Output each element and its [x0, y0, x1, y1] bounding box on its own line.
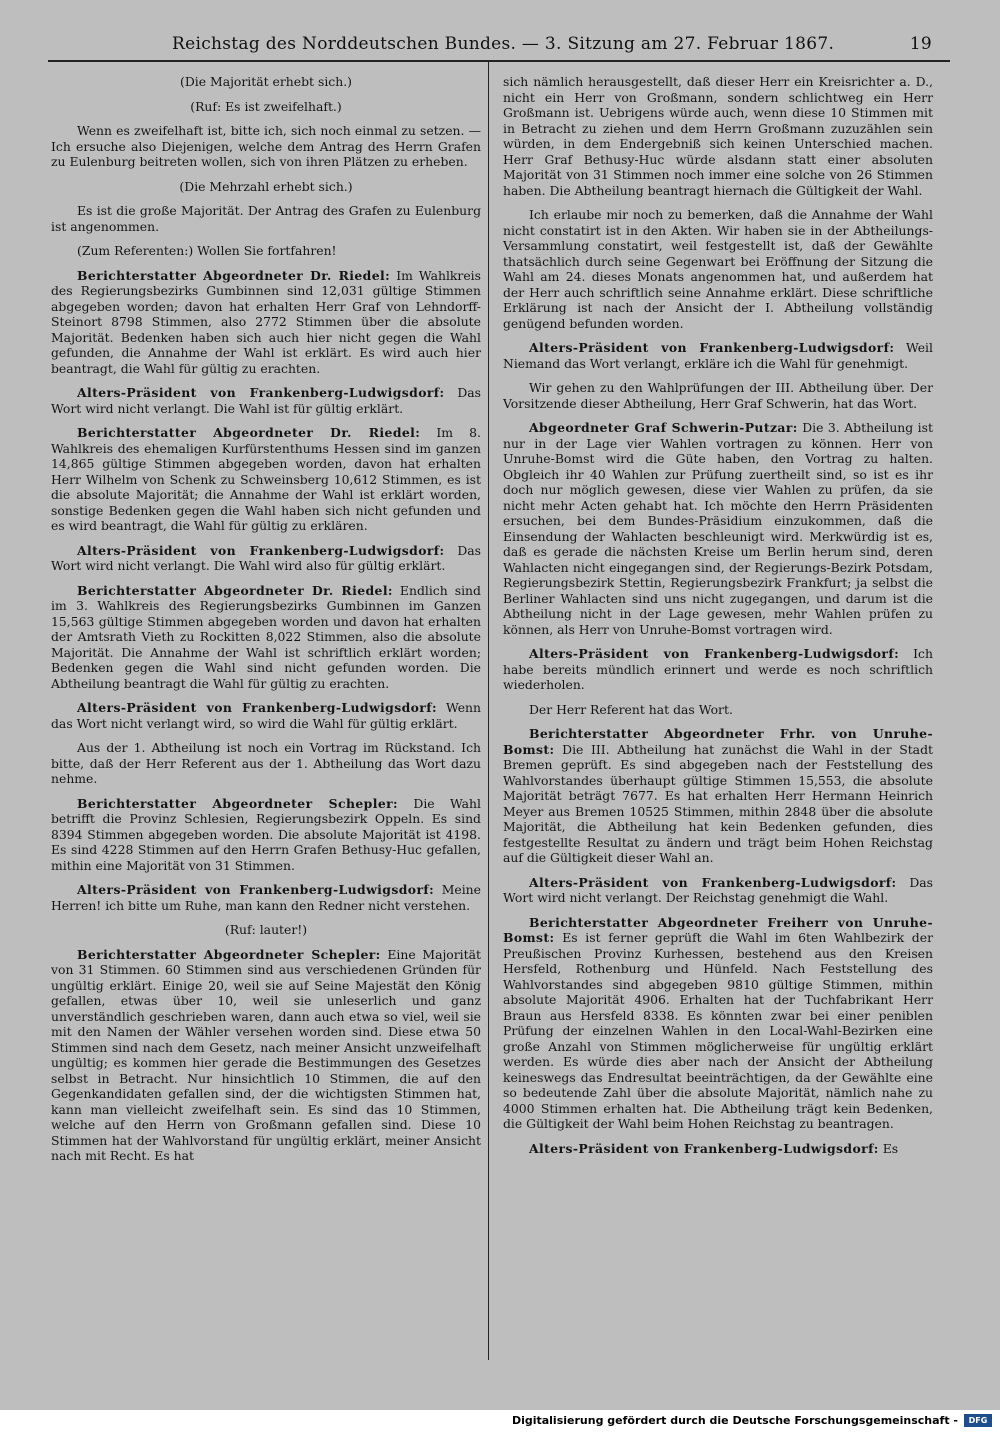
digitization-footer	[0, 1410, 1000, 1432]
paragraph-text: Es ist ferner geprüft die Wahl im 6ten Wahlbezirk der Preußischen Provinz Kurhessen, bestehend aus den Kreisen Hersfeld, Rothenburg und Hünfeld. Nach Feststellung des Wahlvorstandes sind abgegeben 9810 gültige Stimmen, mithin absolute Majorität 4906. Erhalten hat der Tuchfabrikant Herr Braun aus Hersfeld 8338. Es könnten zwar bei einer peniblen Prüfung der einzelnen Wahlen in den Local-Wahl-Bezirken eine große Anzahl von Stimmen möglicherweise für ungültig erklärt werden. Es würde dies aber nach der Ansicht der Abtheilung keineswegs das Endresultat beeinträchtigen, da der Gewählte eine so bedeutende Zahl über die absolute Majorität, nämlich nahe zu 4000 Stimmen erhalten hat. Die Abtheilung trägt kein Bedenken, die Gültigkeit der Wahl beim Hohen Reichstag zu beantragen.	[503, 930, 933, 1131]
speaker-name: Alters-Präsident von Frankenberg-Ludwigsdorf:	[529, 1140, 879, 1156]
paragraph-text: Weil Niemand das Wort verlangt, erkläre ich die Wahl für genehmigt.	[503, 340, 933, 371]
paragraph	[51, 583, 481, 692]
paragraph-text: Die 3. Abtheilung ist nur in der Lage vier Wahlen vortragen zu können. Herr von Unruhe-Bomst wird die Güte haben, den Vortrag zu halten. Obgleich ihr 40 Wahlen zur Prüfung zuertheilt sind, so ist es ihr doch nur möglich gewesen, diese vier Wahlen zu prüfen, da sie nicht mehr Acten gehabt hat. Ich möchte den Herrn Präsidenten ersuchen, bei dem Bundes-Präsidium einzukommen, daß die Einsendung der Wahlacten beschleunigt wird. Merkwürdig ist es, daß es gerade die nächsten Kreise um Berlin herum sind, deren Wahlacten nicht eingegangen sind, der Regierungs-Bezirk Potsdam, Regierungsbezirk Stettin, Regierungsbezirk Frankfurt; ja selbst die Berliner Wahlacten sind uns nicht zugegangen, und darum ist die Abtheilung nicht in der Lage gewesen, mehr Wahlen prüfen zu können, als Herr von Unruhe-Bomst vortragen wird.	[503, 420, 933, 637]
paragraph	[503, 380, 933, 411]
paragraph-text: (Ruf: Es ist zweifelhaft.)	[190, 98, 342, 114]
speaker-name: Alters-Präsident von Frankenberg-Ludwigsdorf:	[77, 542, 445, 558]
paragraph-text: (Die Majorität erhebt sich.)	[180, 74, 352, 89]
paragraph-text: Meine Herren! ich bitte um Ruhe, man kann den Redner nicht verstehen.	[51, 882, 481, 913]
paragraph-text: Ich erlaube mir noch zu bemerken, daß die Annahme der Wahl nicht constatirt ist in den Akten. Wir haben sie in der Abtheilungs-Versammlung constatirt, weil festgestellt ist, daß der Gewählte thatsächlich durch seine Gegenwart bei Eröffnung der Sitzung die Wahl am 24. dieses Monats angenommen hat, und außerdem hat der Herr auch schriftlich seine Annahme erklärt. Diese schriftliche Erklärung ist nach der Ansicht der I. Abtheilung vollständig genügend befunden worden.	[503, 207, 933, 331]
paragraph-text: Der Herr Referent hat das Wort.	[529, 701, 733, 717]
paragraph-text: Wir gehen zu den Wahlprüfungen der III. Abtheilung über. Der Vorsitzende dieser Abtheilung, Herr Graf Schwerin, hat das Wort.	[503, 380, 933, 411]
speaker-name: Berichterstatter Abgeordneter Schepler:	[77, 946, 381, 962]
paragraph-text: Im Wahlkreis des Regierungsbezirks Gumbinnen sind 12,031 gültige Stimmen abgegeben worden; davon hat erhalten Herr Graf von Lehndorff-Steinort 8798 Stimmen, also 2772 Stimmen über die absolute Majorität. Bedenken haben sich auch hier nicht gegen die Wahl gefunden, die Annahme der Wahl ist erklärt. Es wird auch hier beantragt, die Wahl für gültig zu erachten.	[51, 267, 481, 376]
paragraph-text: Im 8. Wahlkreis des ehemaligen Kurfürstenthums Hessen sind im ganzen 14,865 gültige Stimmen abgegeben worden, davon hat erhalten Herr Wilhelm von Schenk zu Schweinsberg 10,612 Stimmen, es ist die absolute Majorität; die Annahme der Wahl ist erklärt worden, sonstige Bedenken gegen die Wahl haben sich nicht gefunden und es wird beantragt, die Wahl für gültig zu erklären.	[51, 425, 481, 533]
paragraph-text: Die Wahl betrifft die Provinz Schlesien, Regierungsbezirk Oppeln. Es sind 8394 Stimmen abgegeben worden. Die absolute Majorität ist 4198. Es sind 4228 Stimmen auf den Herrn Grafen Bethusy-Huc gefallen, mithin eine Majorität von 31 Stimmen.	[51, 795, 481, 873]
paragraph-text: Das Wort wird nicht verlangt. Die Wahl wird also für gültig erklärt.	[51, 542, 481, 573]
paragraph	[503, 646, 933, 693]
paragraph-text: Endlich sind im 3. Wahlkreis des Regierungsbezirks Gumbinnen im Ganzen 15,563 gültige Stimmen abgegeben worden und davon hat erhalten der Amtsrath Vieth zu Rockitten 8,022 Stimmen, also die absolute Majorität. Die Annahme der Wahl ist schriftlich erklärt worden; Bedenken gegen die Wahl sind nicht gefunden worden. Die Abtheilung beantragt die Wahl für gültig zu erachten.	[51, 582, 481, 691]
paragraph	[51, 203, 481, 234]
paragraph	[503, 1141, 933, 1157]
paragraph-text: (Zum Referenten:) Wollen Sie fortfahren!	[77, 243, 337, 258]
paragraph-text: (Die Mehrzahl erhebt sich.)	[179, 178, 353, 194]
paragraph	[51, 740, 481, 787]
paragraph	[503, 74, 933, 198]
speaker-name: Berichterstatter Abgeordneter Frhr. von Unruhe-Bomst:	[503, 726, 933, 757]
speaker-name: Alters-Präsident von Frankenberg-Ludwigsdorf:	[529, 340, 895, 355]
paragraph-text: Wenn es zweifelhaft ist, bitte ich, sich noch einmal zu setzen. — Ich ersuche also Diejenigen, welche dem Antrag des Herrn Grafen zu Eulenburg beitreten wollen, sich von ihren Plätzen zu erheben.	[51, 123, 481, 169]
speaker-name: Abgeordneter Graf Schwerin-Putzar:	[529, 420, 798, 435]
dfg-logo: DFG	[964, 1414, 992, 1427]
speaker-name: Berichterstatter Abgeordneter Dr. Riedel:	[77, 582, 393, 598]
paragraph-text: Ich habe bereits mündlich erinnert und werde es noch schriftlich wiederholen.	[503, 646, 933, 692]
paragraph	[51, 243, 481, 259]
paragraph-text: Es ist die große Majorität. Der Antrag des Grafen zu Eulenburg ist angenommen.	[51, 203, 481, 234]
left-column	[51, 74, 481, 1173]
paragraph-text: Aus der 1. Abtheilung ist noch ein Vortrag im Rückstand. Ich bitte, daß der Herr Referent aus der 1. Abtheilung das Wort dazu nehme.	[51, 740, 481, 786]
speaker-name: Alters-Präsident von Frankenberg-Ludwigsdorf:	[529, 646, 900, 661]
paragraph	[51, 543, 481, 574]
paragraph-text: sich nämlich herausgestellt, daß dieser Herr ein Kreisrichter a. D., nicht ein Herr von Großmann, sondern schlichtweg ein Herr Großmann ist. Uebrigens würde auch, wenn diese 10 Stimmen mit in Betracht zu ziehen und dem Herrn Großmann zuzuzählen sein würden, in dem Endergebniß sich keinen Unterschied machen. Herr Graf Bethusy-Huc würde alsdann statt einer absoluten Majorität von 31 Stimmen noch immer eine solche von 26 Stimmen haben. Die Abtheilung beantragt hiernach die Gültigkeit der Wahl.	[503, 74, 933, 198]
page-header	[172, 34, 932, 58]
speaker-name: Berichterstatter Abgeordneter Dr. Riedel:	[77, 425, 421, 440]
paragraph	[503, 207, 933, 331]
stage-direction	[51, 74, 481, 90]
paragraph	[503, 915, 933, 1132]
paragraph	[503, 875, 933, 906]
speaker-name: Alters-Präsident von Frankenberg-Ludwigsdorf:	[77, 700, 437, 715]
paragraph-text: Es	[882, 1140, 899, 1156]
paragraph	[51, 385, 481, 416]
paragraph	[51, 882, 481, 913]
page-number: 19	[909, 34, 932, 54]
paragraph-text: Das Wort wird nicht verlangt. Der Reichstag genehmigt die Wahl.	[503, 874, 933, 905]
paragraph	[51, 123, 481, 170]
header-title: Reichstag des Norddeutschen Bundes. — 3. Sitzung am 27. Februar 1867.	[172, 34, 835, 54]
footer-credit: Digitalisierung gefördert durch die Deutsche Forschungsgemeinschaft -	[511, 1414, 958, 1427]
paragraph	[503, 726, 933, 866]
speaker-name: Alters-Präsident von Frankenberg-Ludwigsdorf:	[529, 874, 897, 890]
paragraph	[51, 268, 481, 377]
speaker-name: Berichterstatter Abgeordneter Freiherr von Unruhe-Bomst:	[503, 914, 933, 945]
paragraph-text: Die III. Abtheilung hat zunächst die Wahl in der Stadt Bremen geprüft. Es sind abgegeben nach der Feststellung des Wahlvorstandes überhaupt gültige Stimmen 15,553, die absolute Majorität beträgt 7677. Es hat erhalten Herr Hermann Heinrich Meyer aus Bremen 10525 Stimmen, mithin 2848 über die absolute Majorität, die Abtheilung hat kein Bedenken gefunden, dies festgestellte Resultat zu ändern und trägt beim Hohen Reichstag auf die Gültigkeit dieser Wahl an.	[503, 741, 933, 865]
speaker-name: Alters-Präsident von Frankenberg-Ludwigsdorf:	[77, 882, 435, 897]
header-rule	[48, 60, 950, 62]
paragraph-text: Eine Majorität von 31 Stimmen. 60 Stimmen sind aus verschiedenen Gründen für ungültig erklärt. Einige 20, weil sie auf Seine Majestät den König gefallen, etwas über 10, weil sie unleserlich und ganz unverständlich geschrieben waren, dann auch etwa so viel, weil sie mit den Namen der Wähler versehen worden sind. Diese etwa 50 Stimmen sind nach dem Gesetz, nach meiner Ansicht unzweifelhaft ungültig; es kommen hier gerade die Bestimmungen des Gesetzes selbst in Betracht. Nur hinsichtlich 10 Stimmen, die auf den Gegenkandidaten gefallen sind, der die wichtigsten Stimmen hat, kann man vielleicht zweifelhaft sein. Es sind das 10 Stimmen, welche auf den Herrn von Großmann gefallen sind. Diese 10 Stimmen hat der Wahlvorstand für ungültig erklärt, meiner Ansicht nach mit Recht. Es hat	[51, 946, 481, 1163]
paragraph-text: Wenn das Wort nicht verlangt wird, so wird die Wahl für gültig erklärt.	[51, 700, 481, 731]
paragraph	[51, 947, 481, 1164]
column-divider	[488, 60, 489, 1360]
paragraph	[51, 700, 481, 731]
paragraph-text: Das Wort wird nicht verlangt. Die Wahl ist für gültig erklärt.	[51, 385, 481, 416]
paragraph	[51, 796, 481, 874]
right-column	[503, 74, 933, 1165]
paragraph	[503, 420, 933, 637]
speaker-name: Berichterstatter Abgeordneter Schepler:	[77, 795, 399, 811]
paragraph-text: (Ruf: lauter!)	[224, 922, 308, 937]
stage-direction	[51, 99, 481, 115]
paragraph	[503, 340, 933, 371]
paragraph	[503, 702, 933, 718]
paragraph	[51, 425, 481, 534]
stage-direction	[51, 179, 481, 195]
speaker-name: Berichterstatter Abgeordneter Dr. Riedel:	[77, 267, 391, 283]
stage-direction	[51, 922, 481, 938]
speaker-name: Alters-Präsident von Frankenberg-Ludwigsdorf:	[77, 385, 445, 400]
